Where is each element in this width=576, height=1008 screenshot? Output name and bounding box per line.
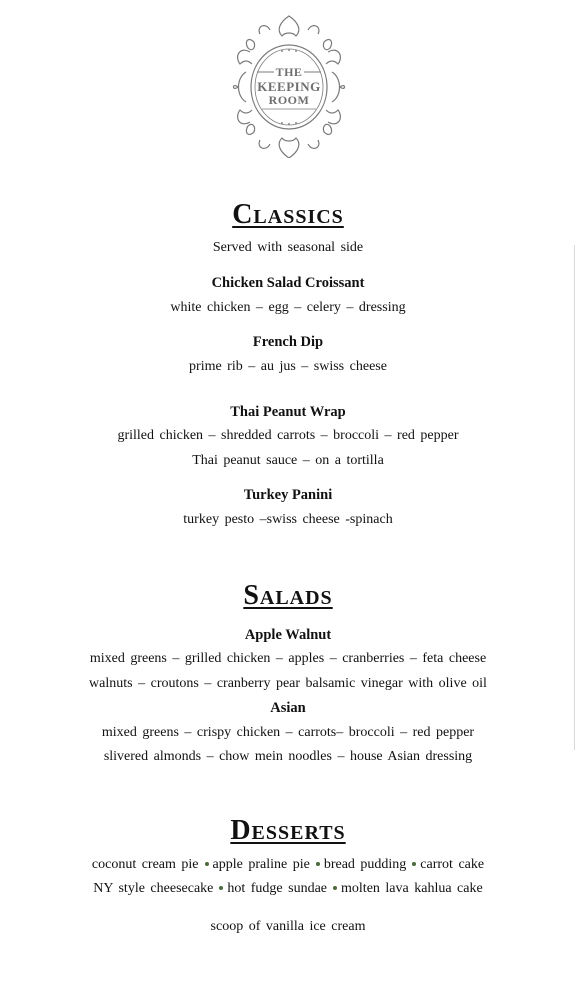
item-title-asian: Asian [270,700,306,716]
item-title-apple-walnut: Apple Walnut [244,627,332,643]
dessert-item: coconut cream pie [91,857,199,872]
desserts-note: scoop of vanilla ice cream [210,919,366,934]
item-title-turkey-panini: Turkey Panini [243,487,333,503]
item-desc-asian-2: slivered almonds – chow mein noodles – house Asian dressing [103,749,473,764]
dessert-item: carrot cake [420,857,485,872]
bullet-icon [316,862,320,866]
bullet-icon [219,886,223,890]
item-desc-apple-walnut-2: walnuts – croutons – cranberry pear balsamic vinegar with olive oil [89,676,487,691]
item-title-thai-wrap: Thai Peanut Wrap [230,404,346,420]
dessert-item: bread pudding [323,857,407,872]
classics-subtitle: Served with seasonal side [212,240,364,255]
bullet-icon [412,862,416,866]
item-desc-thai-wrap-2: Thai peanut sauce – on a tortilla [192,453,384,468]
item-title-chicken-salad: Chicken Salad Croissant [211,275,365,291]
logo-line-keeping: KEEPING [257,79,321,94]
item-desc-thai-wrap-1: grilled chicken – shredded carrots – broccoli – red pepper [117,428,459,443]
salads-heading: Salads [243,580,333,611]
keeping-room-logo [230,12,348,158]
dessert-item: NY style cheesecake [93,881,214,896]
item-desc-chicken-salad: white chicken – egg – celery – dressing [170,300,406,315]
desserts-row-1 [0,856,576,874]
item-desc-asian-1: mixed greens – crispy chicken – carrots– broccoli – red pepper [101,725,475,740]
dessert-item: apple praline pie [212,857,310,872]
desserts-row-2 [0,880,576,898]
item-desc-turkey-panini: turkey pesto –swiss cheese -spinach [183,512,393,527]
bullet-icon [333,886,337,890]
dessert-item: molten lava kahlua cake [341,881,483,896]
item-desc-apple-walnut-1: mixed greens – grilled chicken – apples – cranberries – feta cheese [89,651,487,666]
bullet-icon [205,862,209,866]
logo-line-room: ROOM [268,93,310,107]
logo-line-the: THE [275,65,303,79]
item-title-french-dip: French Dip [252,334,324,350]
desserts-heading: Desserts [230,815,346,846]
item-desc-french-dip: prime rib – au jus – swiss cheese [189,359,387,374]
dessert-item: hot fudge sundae [227,881,328,896]
classics-heading: Classics [232,199,344,230]
